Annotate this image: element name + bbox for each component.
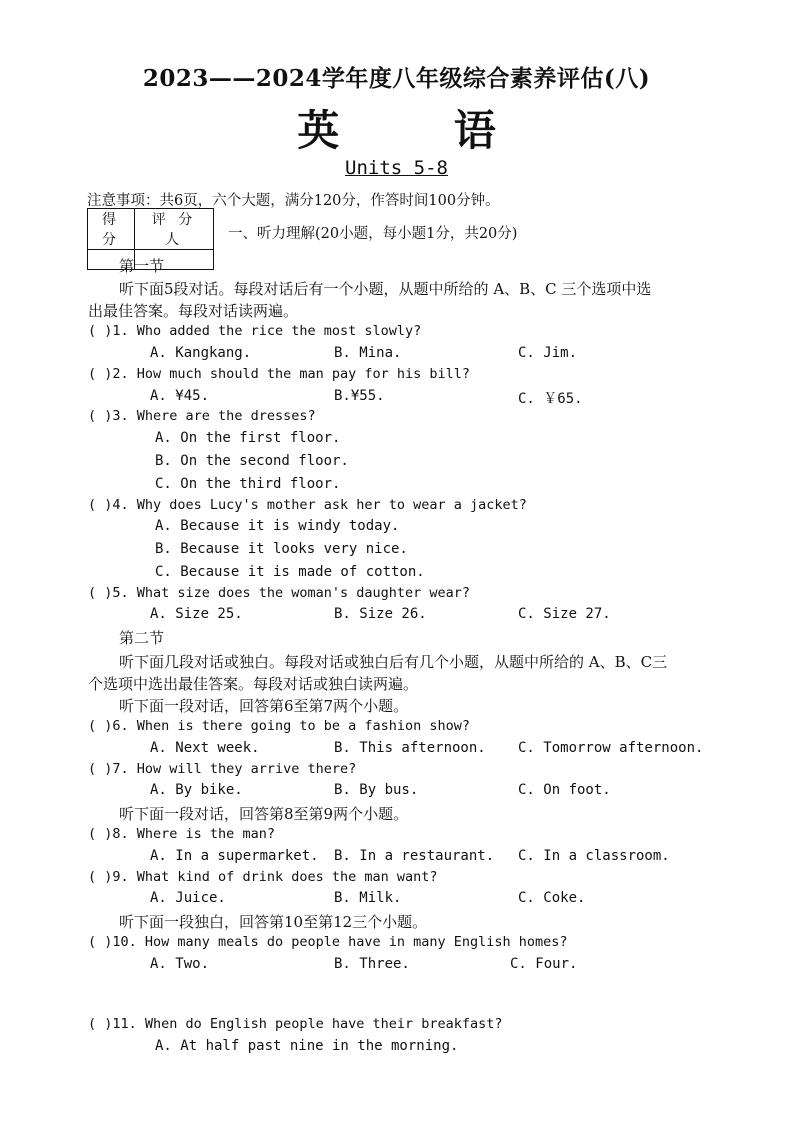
- q6-option-c: C. Tomorrow afternoon.: [518, 740, 704, 756]
- q10-option-a: A. Two.: [150, 956, 210, 972]
- q2-option-b: B.¥55.: [334, 388, 385, 404]
- q2-option-c: C. ￥65.: [518, 391, 583, 407]
- exam-title: 2023——2024学年度八年级综合素养评估(八): [142, 65, 651, 92]
- subject-title: 英 语: [297, 106, 546, 155]
- question-10: ( )10. How many meals do people have in many English homes?: [88, 934, 568, 950]
- part1-title: 一、听力理解(20小题，每小题1分，共20分): [228, 226, 518, 242]
- q7-option-c: C. On foot.: [518, 782, 611, 798]
- answer-blank[interactable]: ( )3.: [88, 408, 137, 424]
- section2-sub1: 听下面一段对话，回答第6至第7两个小题。: [119, 697, 409, 715]
- q1-option-a: A. Kangkang.: [150, 345, 252, 361]
- q3-option-a: A. On the first floor.: [155, 430, 341, 446]
- q2-option-a: A. ¥45.: [150, 388, 210, 404]
- question-7: ( )7. How will they arrive there?: [88, 761, 357, 777]
- notice: 注意事项：共6页，六个大题，满分120分，作答时间100分钟。: [87, 193, 500, 209]
- q8-option-b: B. In a restaurant.: [334, 848, 495, 864]
- q4-option-a: A. Because it is windy today.: [155, 518, 400, 534]
- answer-blank[interactable]: ( )9.: [88, 869, 137, 885]
- grader-col-label: 评 分 人: [135, 209, 214, 250]
- q10-option-c: C. Four.: [510, 956, 578, 972]
- section2-instruction-line2: 个选项中选出最佳答案。每段对话或独白读两遍。: [88, 675, 419, 693]
- question-3: ( )3. Where are the dresses?: [88, 408, 316, 424]
- q3-option-c: C. On the third floor.: [155, 476, 341, 492]
- answer-blank[interactable]: ( )1.: [88, 323, 137, 339]
- question-4: ( )4. Why does Lucy's mother ask her to wear a jacket?: [88, 497, 527, 513]
- answer-blank[interactable]: ( )8.: [88, 826, 137, 842]
- q4-option-b: B. Because it looks very nice.: [155, 541, 408, 557]
- answer-blank[interactable]: ( )7.: [88, 761, 137, 777]
- section2-sub3: 听下面一段独白，回答第10至第12三个小题。: [119, 913, 428, 931]
- answer-blank[interactable]: ( )10.: [88, 934, 145, 950]
- answer-blank[interactable]: ( )2.: [88, 366, 137, 382]
- q9-option-c: C. Coke.: [518, 890, 586, 906]
- section2-sub2: 听下面一段对话，回答第8至第9两个小题。: [119, 805, 409, 823]
- q6-option-a: A. Next week.: [150, 740, 260, 756]
- q6-option-b: B. This afternoon.: [334, 740, 486, 756]
- q9-option-b: B. Milk.: [334, 890, 402, 906]
- answer-blank[interactable]: ( )11.: [88, 1016, 145, 1032]
- question-8: ( )8. Where is the man?: [88, 826, 275, 842]
- section2-title: 第二节: [119, 629, 165, 647]
- q1-option-b: B. Mina.: [334, 345, 402, 361]
- q4-option-c: C. Because it is made of cotton.: [155, 564, 425, 580]
- question-6: ( )6. When is there going to be a fashion show?: [88, 718, 471, 734]
- q11-option-a: A. At half past nine in the morning.: [155, 1038, 459, 1054]
- section1-instruction-line2: 出最佳答案。每段对话读两遍。: [88, 302, 299, 320]
- q9-option-a: A. Juice.: [150, 890, 226, 906]
- score-col-label: 得 分: [88, 209, 135, 250]
- q8-option-a: A. In a supermarket.: [150, 848, 319, 864]
- q5-option-b: B. Size 26.: [334, 606, 427, 622]
- q7-option-a: A. By bike.: [150, 782, 243, 798]
- question-5: ( )5. What size does the woman's daughter wear?: [88, 585, 471, 601]
- answer-blank[interactable]: ( )5.: [88, 585, 137, 601]
- question-2: ( )2. How much should the man pay for his bill?: [88, 366, 471, 382]
- units-subtitle: Units 5-8: [345, 157, 448, 179]
- question-11: ( )11. When do English people have their breakfast?: [88, 1016, 503, 1032]
- answer-blank[interactable]: ( )4.: [88, 497, 137, 513]
- question-9: ( )9. What kind of drink does the man want?: [88, 869, 438, 885]
- q10-option-b: B. Three.: [334, 956, 410, 972]
- question-1: ( )1. Who added the rice the most slowly?: [88, 323, 422, 339]
- section1-title: 第一节: [119, 257, 165, 275]
- q3-option-b: B. On the second floor.: [155, 453, 349, 469]
- section2-instruction-line1: 听下面几段对话或独白。每段对话或独白后有几个小题，从题中所给的 A、B、C三: [119, 653, 668, 671]
- answer-blank[interactable]: ( )6.: [88, 718, 137, 734]
- q5-option-a: A. Size 25.: [150, 606, 243, 622]
- q7-option-b: B. By bus.: [334, 782, 419, 798]
- q1-option-c: C. Jim.: [518, 345, 578, 361]
- q8-option-c: C. In a classroom.: [518, 848, 670, 864]
- q5-option-c: C. Size 27.: [518, 606, 611, 622]
- section1-instruction-line1: 听下面5段对话。每段对话后有一个小题，从题中所给的 A、B、C 三个选项中选: [119, 280, 652, 298]
